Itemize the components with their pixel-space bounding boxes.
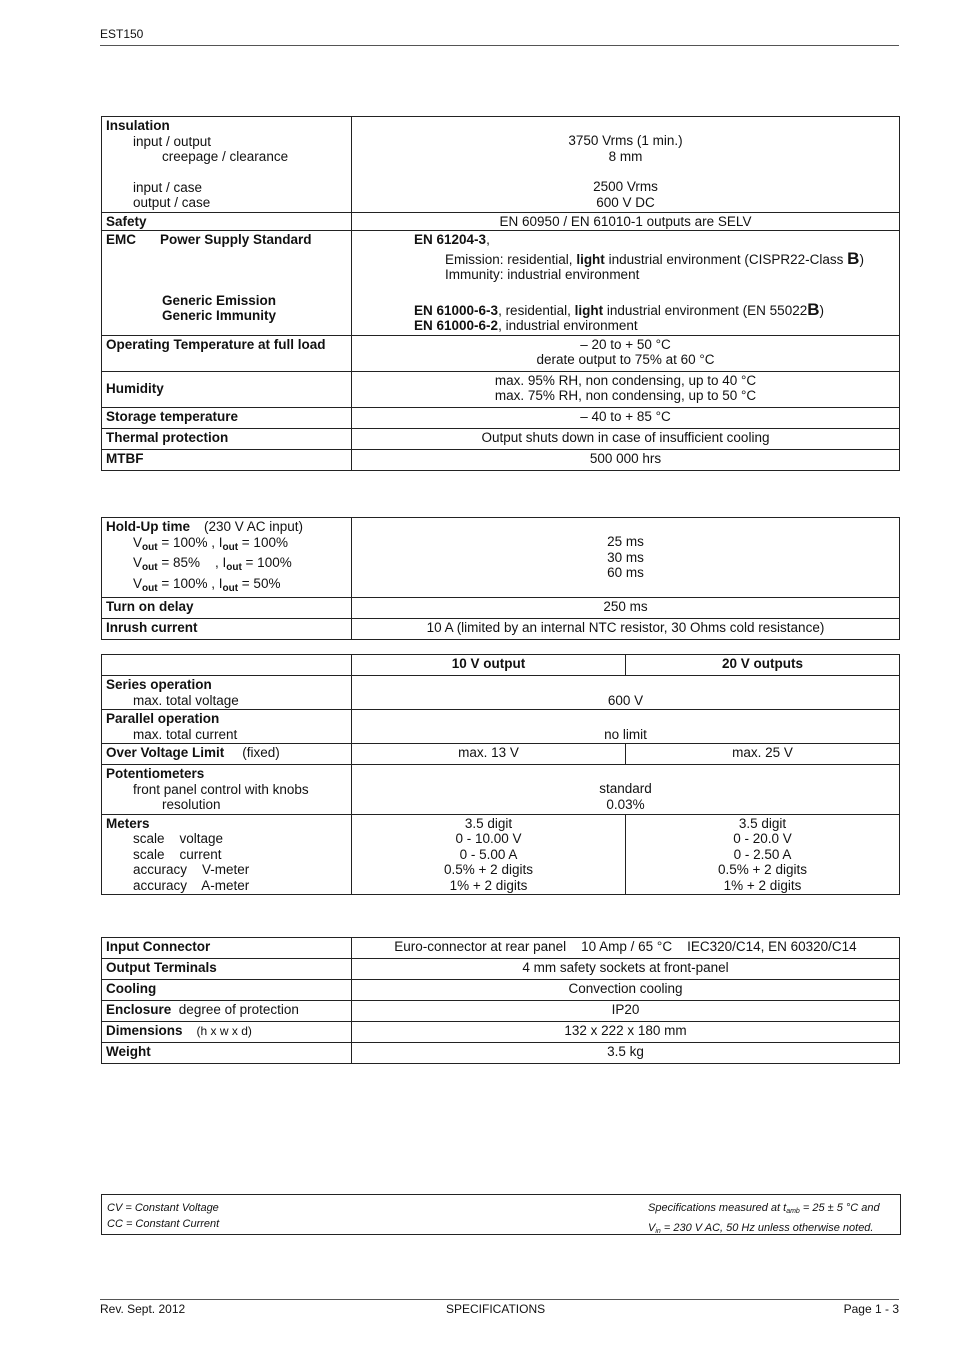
condition-text: = 85% , [157, 555, 223, 570]
output-case-label: output / case [133, 195, 211, 210]
parallel-value: no limit [352, 710, 900, 744]
cooling-value: Convection cooling [352, 980, 900, 1001]
meters-10v-cell [352, 814, 626, 895]
humidity-cell [352, 371, 900, 407]
meter-sub-label: accuracy A-meter [133, 877, 250, 893]
parallel-sub-label: max. total current [133, 726, 238, 742]
meter-sub-label: scale voltage [133, 831, 224, 846]
holdup-label: Hold-Up time [106, 519, 190, 534]
timing-table [101, 517, 900, 640]
col-10v-header: 10 V output [352, 655, 626, 676]
en61204-standard: EN 61204-3 [414, 232, 487, 247]
safety-value: EN 60950 / EN 61010-1 outputs are SELV [352, 212, 900, 231]
condition-text: = 100% , [157, 575, 219, 591]
ge-text: , residential, [498, 302, 575, 318]
en61000-6-2-standard: EN 61000-6-2 [414, 318, 499, 333]
gi-text: , industrial environment [498, 318, 638, 333]
mtbf-value: 500 000 hrs [352, 449, 900, 470]
cooling-label: Cooling [102, 980, 352, 1001]
series-sub-label: max. total voltage [133, 692, 239, 708]
ovl-20v-value: max. 25 V [626, 744, 900, 765]
generic-immunity-label: Generic Immunity [162, 308, 277, 323]
out-subscript: out [222, 582, 239, 594]
ovl-note: (fixed) [242, 745, 280, 760]
input-case-value: 2500 Vrms [593, 179, 658, 194]
abbreviations [107, 1200, 219, 1232]
parallel-label: Parallel operation [106, 711, 220, 726]
weight-value: 3.5 kg [352, 1043, 900, 1064]
i-symbol: I [218, 534, 223, 550]
holdup-value-cell [352, 518, 900, 598]
spec-text: Specifications measured at t [648, 1202, 787, 1214]
condition-text: = 50% [238, 575, 281, 591]
page-number: Page 1 - 3 [843, 1302, 899, 1316]
condition-text: = 100% [238, 534, 288, 550]
insulation-value-cell [352, 117, 900, 213]
input-case-label: input / case [133, 179, 203, 195]
derate-value: derate output to 75% at 60 °C [536, 352, 715, 367]
table-row [102, 1001, 900, 1022]
ovl-10v-value: max. 13 V [352, 744, 626, 765]
table-row [102, 959, 900, 980]
out-subscript: out [142, 541, 158, 553]
emission-text: Emission: residential, [445, 251, 577, 267]
insulation-label: Insulation [106, 118, 170, 133]
meter-sub-label: accuracy V-meter [133, 862, 250, 877]
humidity-value-2: max. 75% RH, non condensing, up to 50 °C [494, 388, 757, 403]
output-case-value: 600 V DC [596, 194, 655, 210]
i-symbol: I [222, 555, 227, 570]
potentiometers-value-cell [352, 765, 900, 815]
holdup-condition-2 [106, 555, 347, 576]
footer-rule [100, 1299, 899, 1300]
meter-value: 3.5 digit [464, 815, 513, 831]
measurement-line-2 [648, 1220, 880, 1240]
operating-temperature-label: Operating Temperature at full load [102, 335, 352, 371]
spec-text: = 230 V AC, 50 Hz unless otherwise noted. [660, 1222, 874, 1234]
generic-emission-label: Generic Emission [162, 292, 277, 308]
potentiometers-label: Potentiometers [106, 766, 205, 781]
meter-value: 0 - 20.0 V [733, 831, 792, 846]
comma: , [486, 232, 490, 247]
table-row [102, 744, 900, 765]
table-row [102, 371, 900, 407]
measurement-conditions [648, 1200, 880, 1240]
turn-on-delay-value: 250 ms [352, 598, 900, 619]
en61000-6-3-standard: EN 61000-6-3 [414, 302, 499, 318]
series-value: 600 V [352, 676, 900, 710]
v-symbol: V [133, 555, 143, 570]
output-terminals-label: Output Terminals [102, 959, 352, 980]
v-symbol: V [648, 1222, 656, 1234]
meter-value: 0 - 5.00 A [459, 846, 518, 862]
output-terminals-value: 4 mm safety sockets at front-panel [352, 959, 900, 980]
inrush-current-label: Inrush current [102, 619, 352, 640]
dimensions-value: 132 x 222 x 180 mm [352, 1022, 900, 1043]
thermal-protection-label: Thermal protection [102, 428, 352, 449]
input-connector-value: Euro-connector at rear panel 10 Amp / 65 °C IEC320/C14, EN 60320/C14 [352, 938, 900, 959]
condition-text: = 100% [241, 555, 292, 570]
document-id: EST150 [100, 27, 144, 41]
storage-temperature-value: – 40 to + 85 °C [352, 407, 900, 428]
header-rule [100, 45, 899, 46]
table-row [102, 212, 900, 231]
table-row [102, 710, 900, 744]
ge-text-2: industrial environment (EN 55022 [603, 302, 808, 318]
pot-value-2: 0.03% [606, 796, 645, 812]
empty-header-cell [102, 655, 352, 676]
immunity-line: Immunity: industrial environment [445, 267, 640, 282]
table-row [102, 449, 900, 470]
col-20v-header: 20 V outputs [626, 655, 900, 676]
table-row [102, 231, 900, 336]
enclosure-label: Enclosure [106, 1002, 172, 1017]
meter-value: 0.5% + 2 digits [718, 862, 807, 877]
section-title: SPECIFICATIONS [446, 1302, 546, 1316]
light-emphasis: light [574, 302, 604, 318]
out-subscript: out [222, 541, 239, 553]
table-row [102, 428, 900, 449]
table-row [102, 676, 900, 710]
dimensions-sub-label: (h x w x d) [196, 1024, 252, 1038]
dimensions-label: Dimensions [106, 1023, 183, 1038]
thermal-protection-value: Output shuts down in case of insufficient cooling [352, 428, 900, 449]
close-paren: ) [819, 302, 824, 318]
generic-emission-value [414, 299, 895, 319]
potentiometers-label-cell [102, 765, 352, 815]
emc-label: EMC [106, 232, 136, 247]
holdup-value-1: 25 ms [607, 534, 644, 549]
insulation-label-cell [102, 117, 352, 213]
holdup-label-cell [102, 518, 352, 598]
storage-temperature-label: Storage temperature [102, 407, 352, 428]
out-subscript: out [226, 562, 242, 573]
meters-label: Meters [106, 815, 150, 831]
close-paren: ) [859, 251, 864, 267]
input-output-label: input / output [133, 133, 212, 149]
notes-box [101, 1194, 901, 1235]
v-symbol: V [133, 534, 143, 550]
meter-value: 0.5% + 2 digits [444, 862, 533, 877]
input-connector-label: Input Connector [102, 938, 352, 959]
class-b-mark: B [847, 248, 860, 268]
ovl-label: Over Voltage Limit [106, 745, 225, 760]
emission-text-2: industrial environment (CISPR22-Class [604, 251, 848, 267]
outputs-table [101, 654, 900, 895]
out-subscript: out [142, 562, 158, 573]
insulation-value: 3750 Vrms (1 min.) [568, 133, 683, 148]
operating-temperature-value: – 20 to + 50 °C [580, 336, 671, 352]
meter-value: 3.5 digit [738, 815, 787, 831]
weight-label: Weight [102, 1043, 352, 1064]
series-label: Series operation [106, 677, 212, 692]
holdup-condition-3 [106, 576, 347, 597]
meters-20v-cell [626, 814, 900, 895]
humidity-label: Humidity [102, 371, 352, 407]
cv-note: CV = Constant Voltage [107, 1202, 219, 1214]
revision-date: Rev. Sept. 2012 [100, 1302, 186, 1316]
holdup-value-2: 30 ms [607, 549, 644, 565]
mtbf-label: MTBF [102, 449, 352, 470]
turn-on-delay-label: Turn on delay [102, 598, 352, 619]
table-row [102, 980, 900, 1001]
enclosure-label-cell [102, 1001, 352, 1022]
condition-text: = 100% , [157, 534, 219, 550]
emc-value-cell [352, 231, 900, 336]
meters-label-cell [102, 814, 352, 895]
pot-sub-label-2: resolution [162, 797, 221, 812]
cc-note: CC = Constant Current [107, 1218, 220, 1230]
table-row [102, 655, 900, 676]
v-symbol: V [133, 575, 143, 591]
operating-temperature-cell [352, 335, 900, 371]
class-b-mark: B [807, 299, 820, 319]
meter-value: 1% + 2 digits [449, 877, 528, 893]
table-row [102, 938, 900, 959]
table-row [102, 598, 900, 619]
generic-immunity-value [414, 318, 895, 334]
table-row [102, 1043, 900, 1064]
table-row [102, 814, 900, 895]
meter-value: 1% + 2 digits [723, 877, 802, 893]
pot-sub-label-1: front panel control with knobs [133, 781, 309, 797]
amb-subscript: amb [786, 1208, 800, 1215]
table-row [102, 765, 900, 815]
ovl-label-cell [102, 744, 352, 765]
holdup-value-3: 60 ms [607, 565, 644, 580]
inrush-current-value: 10 A (limited by an internal NTC resistor, 30 Ohms cold resistance) [352, 619, 900, 640]
measurement-line-1 [648, 1200, 880, 1220]
table-row [102, 117, 900, 213]
table-row [102, 619, 900, 640]
table-row [102, 518, 900, 598]
environment-table [101, 116, 900, 471]
creepage-value: 8 mm [608, 148, 643, 164]
safety-label: Safety [102, 212, 352, 231]
emission-line [414, 248, 895, 268]
series-label-cell [102, 676, 352, 710]
spec-text: = 25 ± 5 °C and [799, 1202, 880, 1214]
enclosure-value: IP20 [352, 1001, 900, 1022]
out-subscript: out [142, 582, 158, 594]
table-row [102, 407, 900, 428]
meter-sub-label: scale current [133, 846, 222, 862]
meter-value: 0 - 10.00 V [455, 831, 522, 846]
meter-value: 0 - 2.50 A [733, 846, 792, 862]
light-emphasis: light [576, 251, 605, 267]
enclosure-sub-label: degree of protection [178, 1002, 299, 1017]
humidity-value-1: max. 95% RH, non condensing, up to 40 °C [494, 372, 757, 388]
dimensions-label-cell [102, 1022, 352, 1043]
table-row [102, 335, 900, 371]
emc-label-cell [102, 231, 352, 336]
table-row [102, 1022, 900, 1043]
pot-value-1: standard [599, 781, 652, 796]
holdup-condition-1 [106, 535, 347, 556]
mechanical-table [101, 937, 900, 1064]
holdup-note: (230 V AC input) [204, 519, 304, 534]
in-subscript: in [655, 1228, 661, 1235]
parallel-label-cell [102, 710, 352, 744]
creepage-label: creepage / clearance [162, 149, 289, 164]
i-symbol: I [218, 575, 223, 591]
power-supply-standard-label: Power Supply Standard [160, 232, 312, 247]
